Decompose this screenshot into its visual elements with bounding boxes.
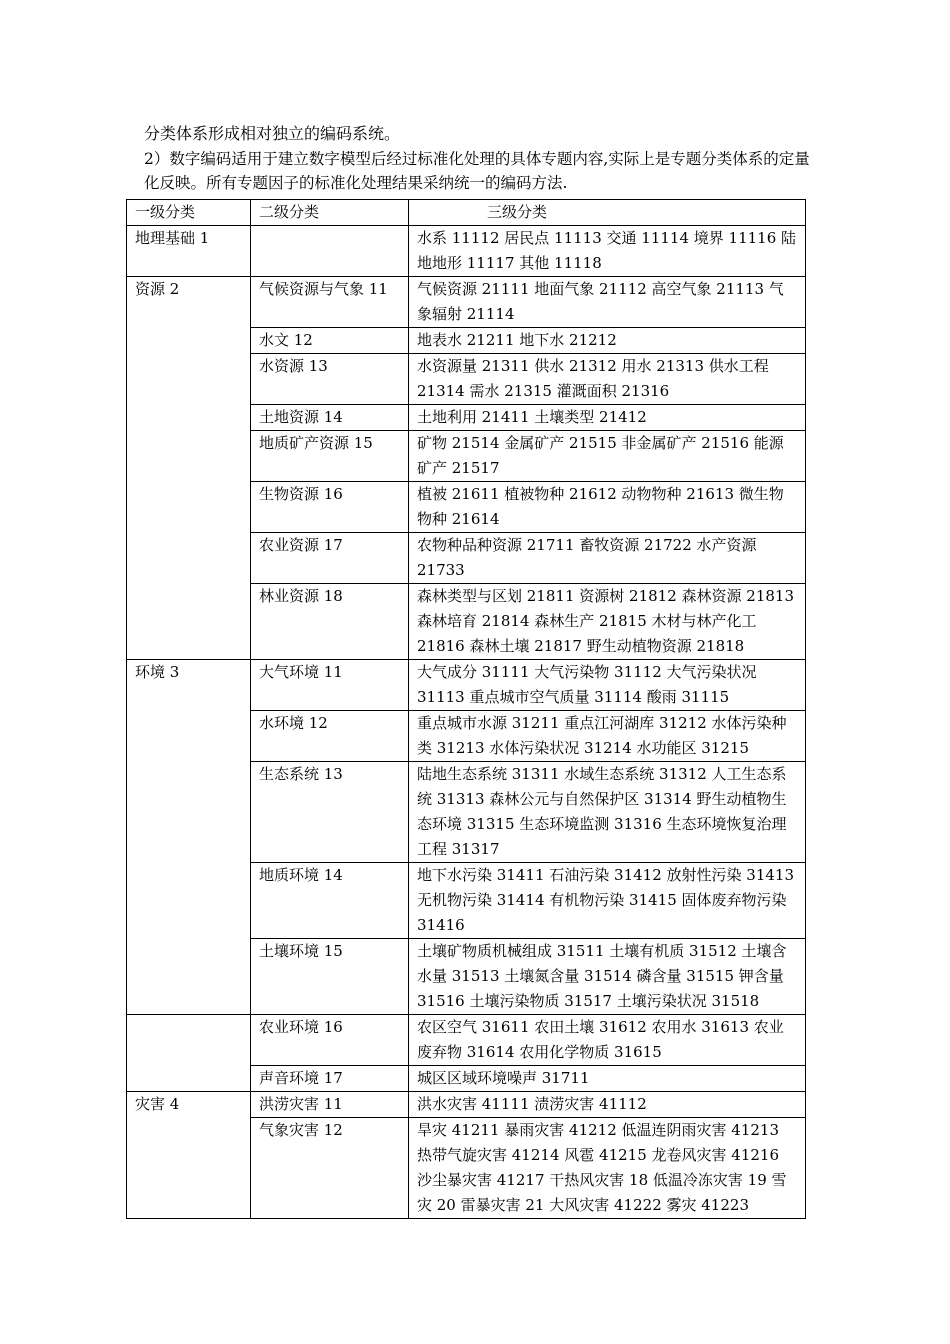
- table-body: [127, 226, 806, 1219]
- cell-level2: 林业资源 18: [251, 584, 409, 660]
- cell-level3: 旱灾 41211 暴雨灾害 41212 低温连阴雨灾害 41213 热带气旋灾害 41214 风雹 41215 龙卷风灾害 41216 沙尘暴灾害 41217 干热风灾害 18 低温冷冻灾害 19 雪灾 20 雷暴灾害 21 大风灾害 41222 雾灾 41223: [409, 1118, 806, 1219]
- cell-level2: [251, 226, 409, 277]
- cell-level3: 地表水 21211 地下水 21212: [409, 328, 806, 354]
- cell-level3: 重点城市水源 31211 重点江河湖库 31212 水体污染种类 31213 水体污染状况 31214 水功能区 31215: [409, 711, 806, 762]
- cell-level3: 森林类型与区划 21811 资源树 21812 森林资源 21813 森林培育 21814 森林生产 21815 木材与林产化工 21816 森林土壤 21817 野生动植物资源 21818: [409, 584, 806, 660]
- cell-level1: 资源 2: [127, 277, 251, 660]
- table-row: [127, 277, 806, 328]
- table-row: [127, 1015, 806, 1066]
- cell-level3: 土地利用 21411 土壤类型 21412: [409, 405, 806, 431]
- header-level3: 三级分类: [409, 200, 806, 226]
- cell-level2: 农业环境 16: [251, 1015, 409, 1066]
- cell-level3: 植被 21611 植被物种 21612 动物物种 21613 微生物物种 21614: [409, 482, 806, 533]
- cell-level2: 土地资源 14: [251, 405, 409, 431]
- classification-table: [126, 199, 806, 1219]
- cell-level2: 水资源 13: [251, 354, 409, 405]
- cell-level3: 气候资源 21111 地面气象 21112 高空气象 21113 气象辐射 21114: [409, 277, 806, 328]
- cell-level2: 气象灾害 12: [251, 1118, 409, 1219]
- cell-level2: 声音环境 17: [251, 1066, 409, 1092]
- cell-level3: 陆地生态系统 31311 水域生态系统 31312 人工生态系统 31313 森林公元与自然保护区 31314 野生动植物生态环境 31315 生态环境监测 31316 生态环境恢复治理工程 31317: [409, 762, 806, 863]
- cell-level2: 土壤环境 15: [251, 939, 409, 1015]
- cell-level1: [127, 1015, 251, 1092]
- cell-level3: 大气成分 31111 大气污染物 31112 大气污染状况 31113 重点城市空气质量 31114 酸雨 31115: [409, 660, 806, 711]
- cell-level2: 生物资源 16: [251, 482, 409, 533]
- cell-level2: 农业资源 17: [251, 533, 409, 584]
- cell-level3: 矿物 21514 金属矿产 21515 非金属矿产 21516 能源矿产 21517: [409, 431, 806, 482]
- table-header-row: [127, 200, 806, 226]
- cell-level3: 土壤矿物质机械组成 31511 土壤有机质 31512 土壤含水量 31513 土壤氮含量 31514 磷含量 31515 钾含量 31516 土壤污染物质 31517 土壤污染状况 31518: [409, 939, 806, 1015]
- table-row: [127, 1092, 806, 1118]
- cell-level1: 地理基础 1: [127, 226, 251, 277]
- cell-level2: 水环境 12: [251, 711, 409, 762]
- cell-level3: 水系 11112 居民点 11113 交通 11114 境界 11116 陆地地形 11117 其他 11118: [409, 226, 806, 277]
- cell-level2: 大气环境 11: [251, 660, 409, 711]
- header-level2: 二级分类: [251, 200, 409, 226]
- cell-level3: 水资源量 21311 供水 21312 用水 21313 供水工程 21314 需水 21315 灌溉面积 21316: [409, 354, 806, 405]
- intro-paragraph-1: 分类体系形成相对独立的编码系统。: [144, 124, 401, 143]
- intro-paragraph-2: 2）数字编码适用于建立数字模型后经过标准化处理的具体专题内容,实际上是专题分类体系的定量化反映。所有专题因子的标准化处理结果采纳统一的编码方法.: [144, 150, 810, 192]
- table-row: [127, 660, 806, 711]
- cell-level3: 地下水污染 31411 石油污染 31412 放射性污染 31413 无机物污染 31414 有机物污染 31415 固体废弃物污染 31416: [409, 863, 806, 939]
- table-row: [127, 226, 806, 277]
- cell-level2: 水文 12: [251, 328, 409, 354]
- cell-level2: 洪涝灾害 11: [251, 1092, 409, 1118]
- cell-level2: 地质矿产资源 15: [251, 431, 409, 482]
- cell-level2: 气候资源与气象 11: [251, 277, 409, 328]
- header-level1: 一级分类: [127, 200, 251, 226]
- cell-level3: 农区空气 31611 农田土壤 31612 农用水 31613 农业废弃物 31614 农用化学物质 31615: [409, 1015, 806, 1066]
- cell-level3: 城区区域环境噪声 31711: [409, 1066, 806, 1092]
- cell-level2: 地质环境 14: [251, 863, 409, 939]
- cell-level3: 农物种品种资源 21711 畜牧资源 21722 水产资源 21733: [409, 533, 806, 584]
- cell-level1: 环境 3: [127, 660, 251, 1015]
- cell-level3: 洪水灾害 41111 渍涝灾害 41112: [409, 1092, 806, 1118]
- cell-level1: 灾害 4: [127, 1092, 251, 1219]
- cell-level2: 生态系统 13: [251, 762, 409, 863]
